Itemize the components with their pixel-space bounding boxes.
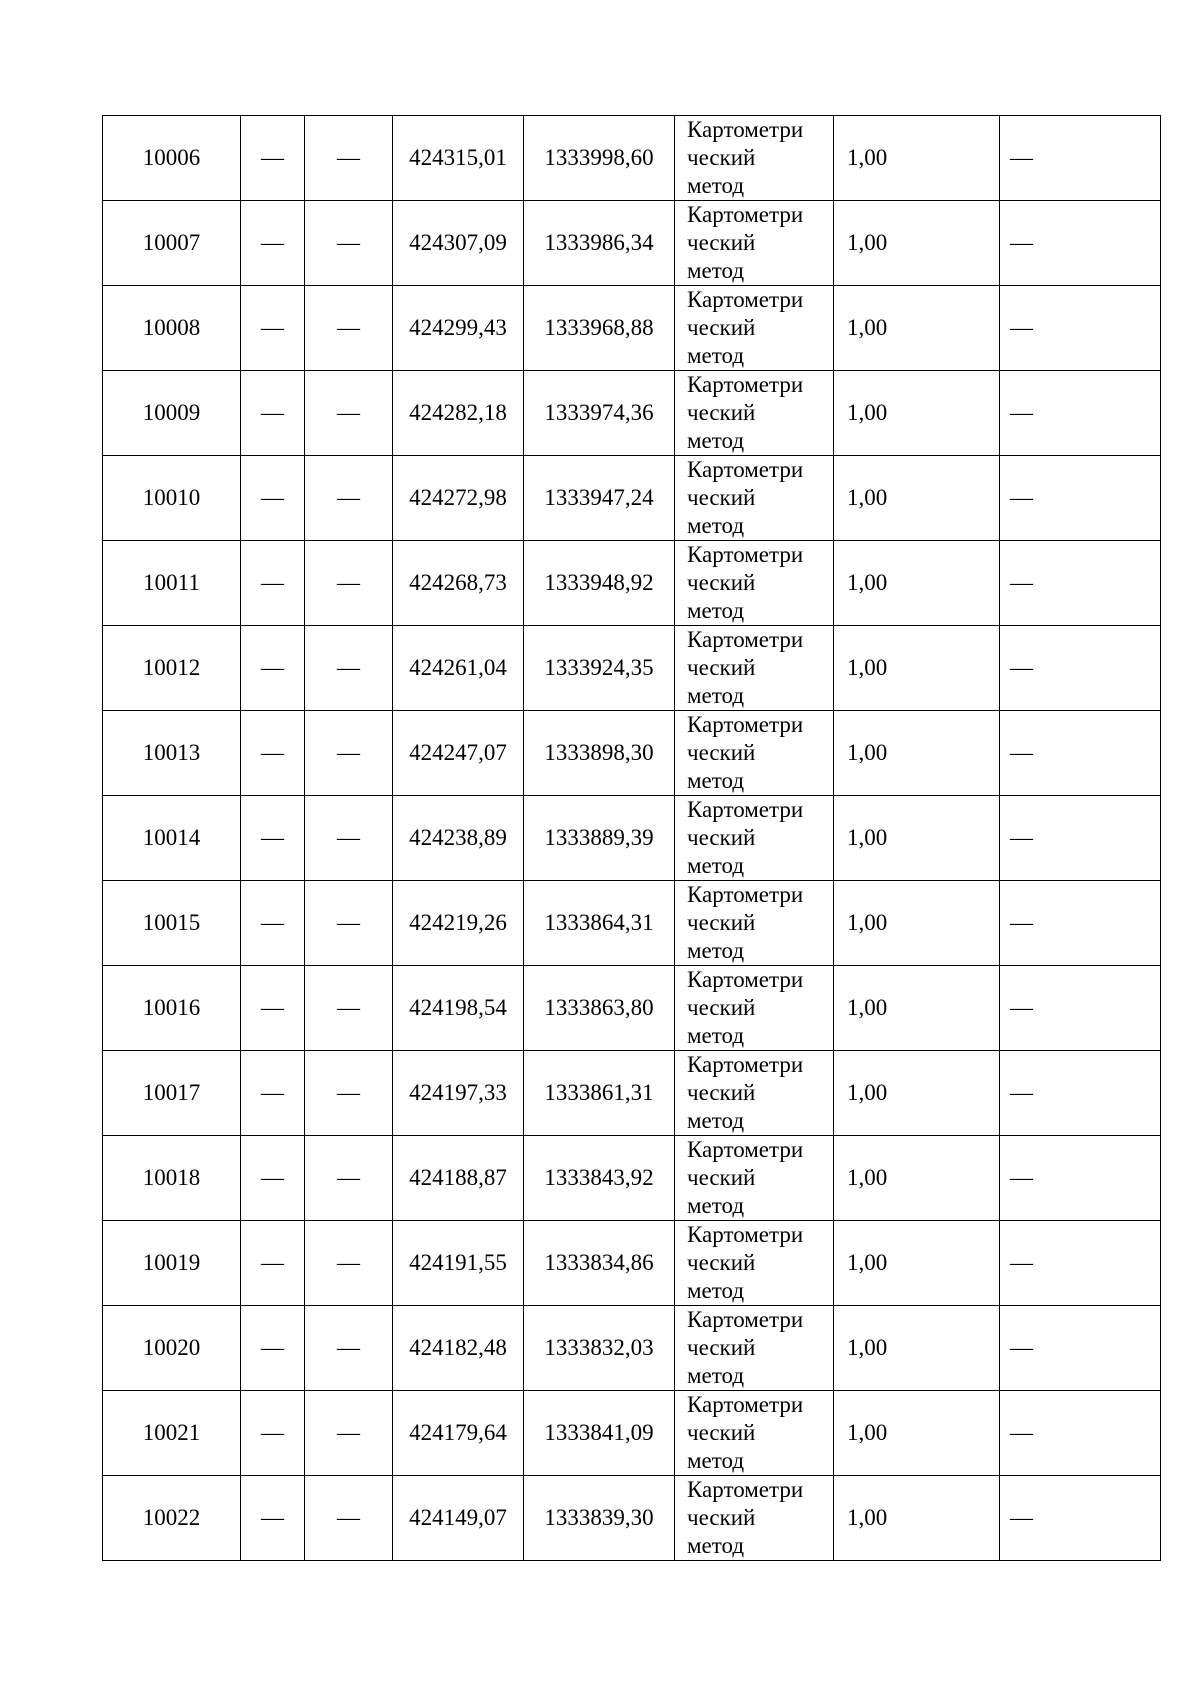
empty-dash-cell: — — [305, 116, 393, 201]
method-line: метод — [687, 1193, 745, 1218]
accuracy-cell: 1,00 — [834, 626, 1000, 711]
table-row — [103, 1221, 1161, 1306]
method-cell — [675, 881, 834, 966]
method-line: метод — [687, 1278, 745, 1303]
x-coordinate-cell: 424197,33 — [393, 1051, 524, 1136]
method-line: ческий — [687, 740, 756, 765]
point-number-cell: 10008 — [103, 286, 241, 371]
empty-dash-cell: — — [305, 1051, 393, 1136]
method-line: ческий — [687, 655, 756, 680]
empty-dash-cell: — — [241, 1476, 305, 1561]
point-number-cell: 10015 — [103, 881, 241, 966]
x-coordinate-cell: 424268,73 — [393, 541, 524, 626]
method-line: Картометри — [687, 882, 804, 907]
table-row — [103, 1391, 1161, 1476]
x-coordinate-cell: 424182,48 — [393, 1306, 524, 1391]
method-line: метод — [687, 938, 745, 963]
description-cell: — — [1000, 796, 1161, 881]
x-coordinate-cell: 424238,89 — [393, 796, 524, 881]
point-number-cell: 10014 — [103, 796, 241, 881]
y-coordinate-cell: 1333947,24 — [524, 456, 675, 541]
accuracy-cell: 1,00 — [834, 1136, 1000, 1221]
method-line: метод — [687, 768, 745, 793]
accuracy-cell: 1,00 — [834, 1051, 1000, 1136]
point-number-cell: 10007 — [103, 201, 241, 286]
x-coordinate-cell: 424219,26 — [393, 881, 524, 966]
description-cell: — — [1000, 371, 1161, 456]
description-cell: — — [1000, 626, 1161, 711]
y-coordinate-cell: 1333864,31 — [524, 881, 675, 966]
description-cell: — — [1000, 1221, 1161, 1306]
point-number-cell: 10013 — [103, 711, 241, 796]
table-row — [103, 201, 1161, 286]
y-coordinate-cell: 1333832,03 — [524, 1306, 675, 1391]
point-number-cell: 10009 — [103, 371, 241, 456]
accuracy-cell: 1,00 — [834, 201, 1000, 286]
accuracy-cell: 1,00 — [834, 1306, 1000, 1391]
accuracy-cell: 1,00 — [834, 116, 1000, 201]
empty-dash-cell: — — [241, 1306, 305, 1391]
y-coordinate-cell: 1333841,09 — [524, 1391, 675, 1476]
y-coordinate-cell: 1333924,35 — [524, 626, 675, 711]
x-coordinate-cell: 424272,98 — [393, 456, 524, 541]
accuracy-cell: 1,00 — [834, 1221, 1000, 1306]
y-coordinate-cell: 1333986,34 — [524, 201, 675, 286]
empty-dash-cell: — — [305, 1306, 393, 1391]
point-number-cell: 10012 — [103, 626, 241, 711]
description-cell: — — [1000, 1391, 1161, 1476]
x-coordinate-cell: 424191,55 — [393, 1221, 524, 1306]
point-number-cell: 10021 — [103, 1391, 241, 1476]
coordinates-table — [102, 115, 1161, 1561]
method-line: ческий — [687, 1080, 756, 1105]
method-cell — [675, 966, 834, 1051]
point-number-cell: 10011 — [103, 541, 241, 626]
method-line: ческий — [687, 1165, 756, 1190]
method-line: Картометри — [687, 797, 804, 822]
empty-dash-cell: — — [241, 456, 305, 541]
method-line: метод — [687, 1533, 745, 1558]
method-cell — [675, 1051, 834, 1136]
point-number-cell: 10006 — [103, 116, 241, 201]
empty-dash-cell: — — [241, 711, 305, 796]
empty-dash-cell: — — [305, 1391, 393, 1476]
method-line: Картометри — [687, 1222, 804, 1247]
empty-dash-cell: — — [241, 201, 305, 286]
table-row — [103, 541, 1161, 626]
method-cell — [675, 286, 834, 371]
empty-dash-cell: — — [241, 966, 305, 1051]
x-coordinate-cell: 424247,07 — [393, 711, 524, 796]
method-line: метод — [687, 1363, 745, 1388]
accuracy-cell: 1,00 — [834, 541, 1000, 626]
y-coordinate-cell: 1333948,92 — [524, 541, 675, 626]
method-cell — [675, 626, 834, 711]
x-coordinate-cell: 424261,04 — [393, 626, 524, 711]
empty-dash-cell: — — [241, 1051, 305, 1136]
empty-dash-cell: — — [305, 1476, 393, 1561]
method-line: ческий — [687, 315, 756, 340]
method-line: Картометри — [687, 1392, 804, 1417]
table-row — [103, 286, 1161, 371]
method-line: ческий — [687, 1335, 756, 1360]
accuracy-cell: 1,00 — [834, 1476, 1000, 1561]
method-line: ческий — [687, 1505, 756, 1530]
description-cell: — — [1000, 966, 1161, 1051]
method-cell — [675, 371, 834, 456]
method-line: Картометри — [687, 712, 804, 737]
method-line: метод — [687, 258, 745, 283]
method-line: метод — [687, 598, 745, 623]
method-line: метод — [687, 1448, 745, 1473]
method-line: Картометри — [687, 1137, 804, 1162]
method-line: Картометри — [687, 457, 804, 482]
description-cell: — — [1000, 711, 1161, 796]
accuracy-cell: 1,00 — [834, 456, 1000, 541]
table-row — [103, 626, 1161, 711]
empty-dash-cell: — — [241, 286, 305, 371]
method-line: ческий — [687, 230, 756, 255]
method-line: Картометри — [687, 542, 804, 567]
point-number-cell: 10017 — [103, 1051, 241, 1136]
method-cell — [675, 1136, 834, 1221]
method-cell — [675, 1306, 834, 1391]
empty-dash-cell: — — [241, 541, 305, 626]
table-row — [103, 1306, 1161, 1391]
description-cell: — — [1000, 1306, 1161, 1391]
empty-dash-cell: — — [305, 1221, 393, 1306]
method-line: Картометри — [687, 1477, 804, 1502]
empty-dash-cell: — — [305, 456, 393, 541]
empty-dash-cell: — — [305, 796, 393, 881]
method-line: Картометри — [687, 967, 804, 992]
point-number-cell: 10010 — [103, 456, 241, 541]
empty-dash-cell: — — [241, 626, 305, 711]
empty-dash-cell: — — [305, 371, 393, 456]
y-coordinate-cell: 1333974,36 — [524, 371, 675, 456]
empty-dash-cell: — — [305, 1136, 393, 1221]
method-line: ческий — [687, 1250, 756, 1275]
method-cell — [675, 796, 834, 881]
method-line: ческий — [687, 825, 756, 850]
table-row — [103, 711, 1161, 796]
x-coordinate-cell: 424315,01 — [393, 116, 524, 201]
y-coordinate-cell: 1333898,30 — [524, 711, 675, 796]
empty-dash-cell: — — [241, 1221, 305, 1306]
empty-dash-cell: — — [241, 796, 305, 881]
method-cell — [675, 1391, 834, 1476]
table-row — [103, 1476, 1161, 1561]
empty-dash-cell: — — [241, 116, 305, 201]
empty-dash-cell: — — [241, 371, 305, 456]
method-line: Картометри — [687, 117, 804, 142]
x-coordinate-cell: 424282,18 — [393, 371, 524, 456]
accuracy-cell: 1,00 — [834, 881, 1000, 966]
empty-dash-cell: — — [305, 541, 393, 626]
accuracy-cell: 1,00 — [834, 286, 1000, 371]
method-cell — [675, 201, 834, 286]
empty-dash-cell: — — [241, 881, 305, 966]
table-row — [103, 116, 1161, 201]
y-coordinate-cell: 1333834,86 — [524, 1221, 675, 1306]
point-number-cell: 10022 — [103, 1476, 241, 1561]
method-line: метод — [687, 853, 745, 878]
y-coordinate-cell: 1333968,88 — [524, 286, 675, 371]
description-cell: — — [1000, 116, 1161, 201]
empty-dash-cell: — — [305, 201, 393, 286]
y-coordinate-cell: 1333861,31 — [524, 1051, 675, 1136]
empty-dash-cell: — — [241, 1391, 305, 1476]
method-line: Картометри — [687, 627, 804, 652]
empty-dash-cell: — — [305, 966, 393, 1051]
description-cell: — — [1000, 1051, 1161, 1136]
method-cell — [675, 1476, 834, 1561]
method-line: метод — [687, 343, 745, 368]
description-cell: — — [1000, 541, 1161, 626]
method-line: метод — [687, 1023, 745, 1048]
x-coordinate-cell: 424188,87 — [393, 1136, 524, 1221]
accuracy-cell: 1,00 — [834, 796, 1000, 881]
table-row — [103, 1051, 1161, 1136]
description-cell: — — [1000, 881, 1161, 966]
description-cell: — — [1000, 456, 1161, 541]
empty-dash-cell: — — [305, 286, 393, 371]
description-cell: — — [1000, 201, 1161, 286]
point-number-cell: 10020 — [103, 1306, 241, 1391]
method-line: ческий — [687, 1420, 756, 1445]
x-coordinate-cell: 424307,09 — [393, 201, 524, 286]
y-coordinate-cell: 1333839,30 — [524, 1476, 675, 1561]
method-line: метод — [687, 513, 745, 538]
point-number-cell: 10016 — [103, 966, 241, 1051]
x-coordinate-cell: 424149,07 — [393, 1476, 524, 1561]
empty-dash-cell: — — [305, 711, 393, 796]
method-line: ческий — [687, 485, 756, 510]
y-coordinate-cell: 1333843,92 — [524, 1136, 675, 1221]
accuracy-cell: 1,00 — [834, 371, 1000, 456]
description-cell: — — [1000, 1136, 1161, 1221]
table-row — [103, 371, 1161, 456]
method-line: Картометри — [687, 202, 804, 227]
y-coordinate-cell: 1333863,80 — [524, 966, 675, 1051]
accuracy-cell: 1,00 — [834, 1391, 1000, 1476]
method-line: Картометри — [687, 372, 804, 397]
x-coordinate-cell: 424299,43 — [393, 286, 524, 371]
x-coordinate-cell: 424179,64 — [393, 1391, 524, 1476]
table-row — [103, 966, 1161, 1051]
method-line: метод — [687, 428, 745, 453]
empty-dash-cell: — — [305, 626, 393, 711]
table-row — [103, 881, 1161, 966]
accuracy-cell: 1,00 — [834, 711, 1000, 796]
method-line: ческий — [687, 910, 756, 935]
method-cell — [675, 711, 834, 796]
method-line: ческий — [687, 145, 756, 170]
method-line: метод — [687, 173, 745, 198]
method-cell — [675, 541, 834, 626]
method-line: метод — [687, 683, 745, 708]
method-line: Картометри — [687, 1052, 804, 1077]
y-coordinate-cell: 1333889,39 — [524, 796, 675, 881]
empty-dash-cell: — — [241, 1136, 305, 1221]
method-cell — [675, 456, 834, 541]
table-row — [103, 796, 1161, 881]
table-row — [103, 456, 1161, 541]
method-cell — [675, 116, 834, 201]
table-row — [103, 1136, 1161, 1221]
method-line: ческий — [687, 570, 756, 595]
table-body — [103, 116, 1161, 1561]
point-number-cell: 10019 — [103, 1221, 241, 1306]
method-line: Картометри — [687, 1307, 804, 1332]
description-cell: — — [1000, 1476, 1161, 1561]
method-line: Картометри — [687, 287, 804, 312]
method-cell — [675, 1221, 834, 1306]
accuracy-cell: 1,00 — [834, 966, 1000, 1051]
empty-dash-cell: — — [305, 881, 393, 966]
x-coordinate-cell: 424198,54 — [393, 966, 524, 1051]
y-coordinate-cell: 1333998,60 — [524, 116, 675, 201]
description-cell: — — [1000, 286, 1161, 371]
point-number-cell: 10018 — [103, 1136, 241, 1221]
method-line: ческий — [687, 995, 756, 1020]
method-line: ческий — [687, 400, 756, 425]
method-line: метод — [687, 1108, 745, 1133]
